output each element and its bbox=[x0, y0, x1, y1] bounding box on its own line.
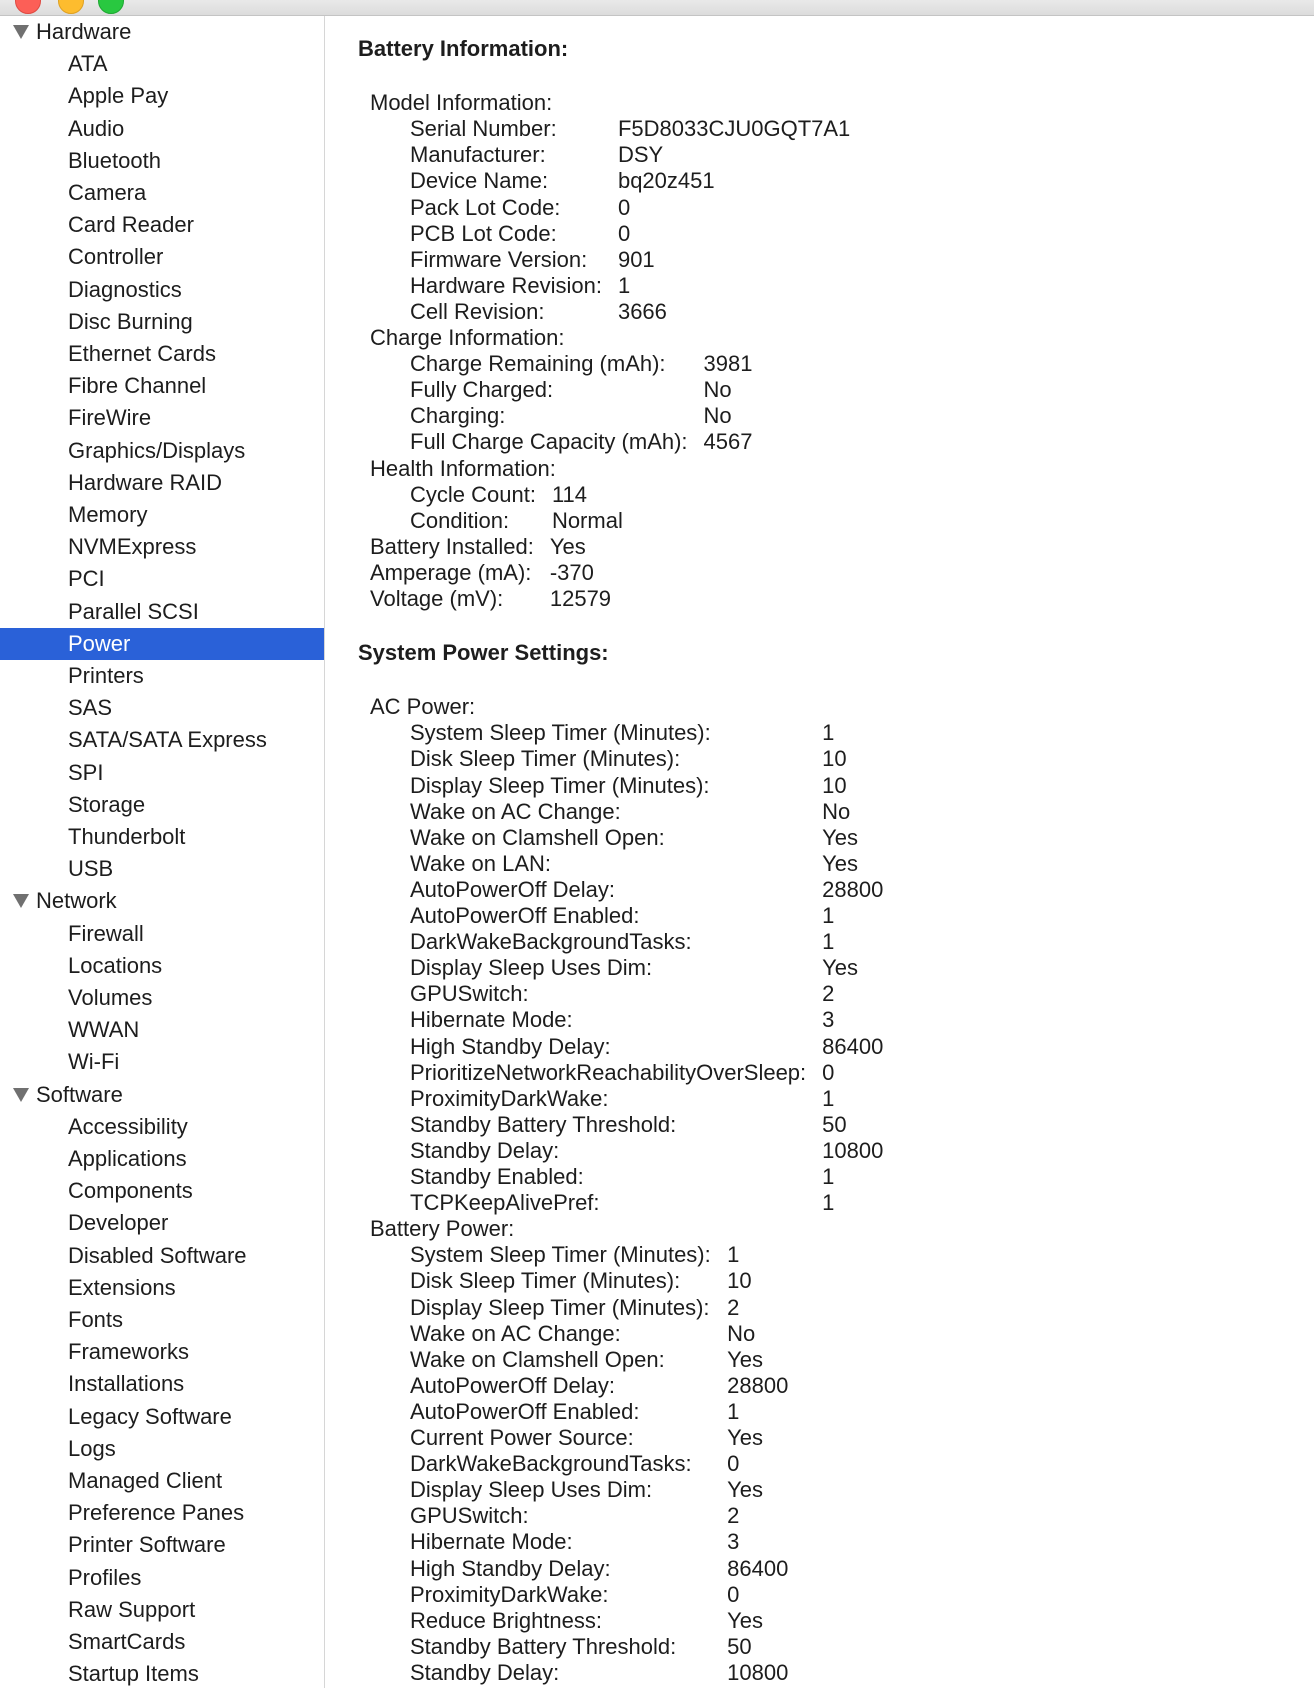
property-value: No bbox=[822, 798, 851, 824]
property-label: Reduce Brightness: bbox=[410, 1607, 602, 1633]
property-label: Standby Battery Threshold: bbox=[410, 1633, 677, 1659]
sidebar-category-hardware[interactable] bbox=[0, 16, 324, 48]
sidebar-item-label: Disabled Software bbox=[68, 1242, 247, 1268]
property-label: ProximityDarkWake: bbox=[410, 1581, 609, 1607]
property-value: Yes bbox=[727, 1477, 764, 1503]
sidebar-item-controller[interactable] bbox=[0, 241, 324, 273]
sidebar-item-label: Parallel SCSI bbox=[68, 598, 199, 624]
sidebar-item-label: Ethernet Cards bbox=[68, 341, 216, 366]
property-value: Yes bbox=[727, 1607, 764, 1633]
sidebar-item-label: Developer bbox=[68, 1210, 169, 1236]
property-value: F5D8033CJU0GQT7A1 bbox=[617, 116, 851, 142]
property-label: Wake on AC Change: bbox=[410, 798, 621, 824]
property-label: Voltage (mV): bbox=[370, 586, 504, 611]
group-label: AC Power: bbox=[370, 694, 476, 720]
sidebar-item-label: Preference Panes bbox=[68, 1500, 245, 1526]
property-value: 28800 bbox=[822, 876, 884, 902]
sidebar-item-smartcards[interactable] bbox=[0, 1626, 324, 1658]
sidebar-item-label: Diagnostics bbox=[68, 276, 182, 302]
sidebar-item-sas[interactable] bbox=[0, 692, 324, 724]
sidebar-item-label: Accessibility bbox=[68, 1113, 188, 1139]
sidebar-item-memory[interactable] bbox=[0, 499, 324, 531]
sidebar-item-label: Fonts bbox=[68, 1307, 124, 1332]
property-value: 50 bbox=[727, 1633, 752, 1659]
sidebar-item-thunderbolt[interactable] bbox=[0, 821, 324, 853]
sidebar-item-components[interactable] bbox=[0, 1175, 324, 1207]
property-label: Cell Revision: bbox=[410, 298, 545, 324]
sidebar-item-spi[interactable] bbox=[0, 757, 324, 789]
property-label: Display Sleep Timer (Minutes): bbox=[410, 1294, 710, 1320]
sidebar-item-usb[interactable] bbox=[0, 853, 324, 885]
property-value: Yes bbox=[822, 824, 859, 850]
sidebar-item-label: Audio bbox=[68, 115, 125, 141]
property-label: Disk Sleep Timer (Minutes): bbox=[410, 1268, 681, 1294]
sidebar-item-label: WWAN bbox=[68, 1017, 140, 1043]
sidebar-item-bluetooth[interactable] bbox=[0, 145, 324, 177]
property-value: 86400 bbox=[727, 1555, 789, 1581]
property-label: Condition: bbox=[410, 507, 510, 533]
property-label: TCPKeepAlivePref: bbox=[410, 1190, 600, 1216]
property-label: ProximityDarkWake: bbox=[410, 1085, 609, 1111]
minimize-window-button[interactable] bbox=[58, 0, 84, 14]
property-value: 2 bbox=[727, 1503, 740, 1529]
sidebar-item-startup-items[interactable] bbox=[0, 1658, 324, 1688]
sidebar-item-label: PCI bbox=[68, 566, 105, 592]
property-label: Hibernate Mode: bbox=[410, 1529, 573, 1555]
close-window-button[interactable] bbox=[15, 0, 41, 14]
sidebar-item-firewall[interactable] bbox=[0, 918, 324, 950]
sidebar-item-camera[interactable] bbox=[0, 177, 324, 209]
sidebar-category-software[interactable] bbox=[0, 1079, 324, 1111]
sidebar-item-applications[interactable] bbox=[0, 1143, 324, 1175]
sidebar-item-parallel-scsi[interactable] bbox=[0, 596, 324, 628]
property-value: 50 bbox=[822, 1111, 847, 1137]
sidebar-item-label: FireWire bbox=[68, 405, 152, 431]
group-label: Health Information: bbox=[370, 455, 556, 481]
sidebar-item-label: Applications bbox=[68, 1146, 187, 1171]
sidebar-item-developer[interactable] bbox=[0, 1207, 324, 1239]
sidebar-item-label: USB bbox=[68, 856, 114, 882]
property-label: Pack Lot Code: bbox=[410, 194, 561, 220]
property-value: 1 bbox=[727, 1242, 740, 1268]
property-value: Yes bbox=[727, 1346, 764, 1372]
group-label: Model Information: bbox=[370, 90, 553, 116]
property-value: 2 bbox=[822, 981, 835, 1007]
property-value: 2 bbox=[727, 1294, 740, 1320]
sidebar-item-label: Volumes bbox=[68, 985, 153, 1010]
sidebar-item-label: Card Reader bbox=[68, 212, 194, 238]
sidebar-item-wi-fi[interactable] bbox=[0, 1046, 324, 1078]
sidebar-item-label: Legacy Software bbox=[68, 1403, 232, 1429]
property-value: 10800 bbox=[822, 1137, 884, 1163]
property-value: DSY bbox=[617, 142, 664, 168]
sidebar-item-label: SPI bbox=[68, 759, 104, 785]
property-label: PCB Lot Code: bbox=[410, 220, 557, 246]
sidebar-item-preference-panes[interactable] bbox=[0, 1497, 324, 1529]
sidebar-item-label: Locations bbox=[68, 952, 163, 978]
sidebar-item-power[interactable] bbox=[0, 628, 324, 660]
property-label: Wake on Clamshell Open: bbox=[410, 824, 665, 850]
property-label: PrioritizeNetworkReachabilityOverSleep: bbox=[410, 1059, 807, 1085]
property-value: Normal bbox=[551, 507, 623, 533]
property-label: Hibernate Mode: bbox=[410, 1007, 573, 1033]
sidebar-item-label: Printers bbox=[68, 663, 144, 688]
property-label: GPUSwitch: bbox=[410, 1503, 529, 1529]
sidebar-item-label: Thunderbolt bbox=[68, 824, 186, 849]
sidebar-item-profiles[interactable] bbox=[0, 1562, 324, 1594]
property-value: No bbox=[703, 403, 732, 429]
sidebar-item-label: SAS bbox=[68, 695, 113, 721]
detail-pane bbox=[325, 16, 1314, 1688]
property-value: 1 bbox=[822, 1190, 835, 1216]
sidebar-item-apple-pay[interactable] bbox=[0, 80, 324, 112]
property-value: 1 bbox=[822, 720, 835, 746]
property-value: No bbox=[703, 377, 732, 403]
property-value: 114 bbox=[551, 481, 588, 507]
property-label: Disk Sleep Timer (Minutes): bbox=[410, 746, 681, 772]
property-value: 3 bbox=[822, 1007, 835, 1033]
property-value: 901 bbox=[617, 246, 655, 272]
sidebar-item-label: Installations bbox=[68, 1371, 185, 1397]
property-value: 1 bbox=[617, 272, 631, 298]
sidebar-item-label: Raw Support bbox=[68, 1596, 196, 1622]
property-label: AutoPowerOff Delay: bbox=[410, 876, 616, 902]
property-value: 0 bbox=[822, 1059, 835, 1085]
property-label: Cycle Count: bbox=[410, 481, 536, 507]
property-label: Display Sleep Uses Dim: bbox=[410, 1477, 653, 1503]
disclosure-triangle-icon[interactable] bbox=[13, 894, 29, 908]
sidebar-item-label: Power bbox=[68, 630, 131, 656]
property-value: 0 bbox=[617, 194, 631, 220]
property-label: Firmware Version: bbox=[410, 246, 588, 272]
sidebar-item-fonts[interactable] bbox=[0, 1304, 324, 1336]
sidebar-item-printer-software[interactable] bbox=[0, 1529, 324, 1561]
section-title: System Power Settings: bbox=[358, 640, 609, 666]
property-label: Hardware Revision: bbox=[410, 272, 602, 298]
sidebar-item-label: Components bbox=[68, 1178, 193, 1204]
sidebar-item-ethernet-cards[interactable] bbox=[0, 338, 324, 370]
property-value: 10 bbox=[727, 1268, 752, 1294]
sidebar-item-disc-burning[interactable] bbox=[0, 306, 324, 338]
sidebar-item-raw-support[interactable] bbox=[0, 1594, 324, 1626]
property-label: Standby Delay: bbox=[410, 1137, 560, 1163]
property-value: 0 bbox=[727, 1451, 740, 1477]
sidebar-item-logs[interactable] bbox=[0, 1433, 324, 1465]
sidebar-item-label: Profiles bbox=[68, 1564, 142, 1590]
property-label: Manufacturer: bbox=[410, 142, 546, 168]
sidebar-item-frameworks[interactable] bbox=[0, 1336, 324, 1368]
property-label: Standby Enabled: bbox=[410, 1164, 584, 1189]
property-label: DarkWakeBackgroundTasks: bbox=[410, 1451, 692, 1477]
sidebar-category-label: Hardware bbox=[36, 19, 132, 44]
property-value: 1 bbox=[822, 1164, 835, 1189]
property-label: Standby Delay: bbox=[410, 1659, 560, 1685]
property-label: System Sleep Timer (Minutes): bbox=[410, 1242, 711, 1268]
group-label: Battery Power: bbox=[370, 1216, 515, 1242]
sidebar-item-ata[interactable] bbox=[0, 48, 324, 80]
property-label: Battery Installed: bbox=[370, 533, 534, 559]
disclosure-triangle-icon[interactable] bbox=[13, 25, 29, 39]
property-value: 1 bbox=[822, 929, 835, 955]
sidebar-item-label: Wi-Fi bbox=[68, 1049, 120, 1075]
property-value: 0 bbox=[617, 220, 631, 246]
sidebar-item-legacy-software[interactable] bbox=[0, 1401, 324, 1433]
sidebar-category-label: Software bbox=[36, 1081, 123, 1107]
property-value: bq20z451 bbox=[617, 168, 715, 194]
sidebar-item-label: Printer Software bbox=[68, 1532, 226, 1558]
property-label: Amperage (mA): bbox=[370, 559, 532, 585]
sidebar-item-wwan[interactable] bbox=[0, 1014, 324, 1046]
property-label: Wake on Clamshell Open: bbox=[410, 1346, 665, 1372]
sidebar-item-fibre-channel[interactable] bbox=[0, 370, 324, 402]
property-value: Yes bbox=[727, 1425, 764, 1450]
property-value: 3981 bbox=[703, 351, 753, 377]
sidebar-item-label: Apple Pay bbox=[68, 83, 169, 109]
sidebar-item-label: Hardware RAID bbox=[68, 469, 223, 495]
property-label: Device Name: bbox=[410, 168, 549, 194]
property-label: DarkWakeBackgroundTasks: bbox=[410, 929, 692, 955]
sidebar-item-diagnostics[interactable] bbox=[0, 274, 324, 306]
property-value: 10 bbox=[822, 772, 847, 798]
property-value: -370 bbox=[549, 559, 594, 585]
property-label: Wake on AC Change: bbox=[410, 1320, 621, 1346]
sidebar-item-label: ATA bbox=[68, 51, 108, 77]
sidebar[interactable] bbox=[0, 16, 325, 1688]
property-value: 3666 bbox=[617, 298, 667, 324]
zoom-window-button[interactable] bbox=[98, 0, 124, 14]
sidebar-item-label: Disc Burning bbox=[68, 308, 193, 334]
property-label: AutoPowerOff Enabled: bbox=[410, 1398, 640, 1424]
sidebar-item-volumes[interactable] bbox=[0, 982, 324, 1014]
sidebar-item-locations[interactable] bbox=[0, 950, 324, 982]
property-value: 4567 bbox=[703, 429, 753, 455]
sidebar-category-label: Network bbox=[36, 888, 117, 914]
property-label: Wake on LAN: bbox=[410, 850, 552, 876]
sidebar-item-label: Controller bbox=[68, 244, 164, 270]
sidebar-item-label: Managed Client bbox=[68, 1468, 223, 1493]
property-label: Standby Battery Threshold: bbox=[410, 1111, 677, 1137]
property-value: 10 bbox=[822, 746, 847, 772]
property-label: Current Power Source: bbox=[410, 1425, 634, 1450]
sidebar-item-firewire[interactable] bbox=[0, 402, 324, 434]
group-label: Charge Information: bbox=[370, 325, 565, 350]
sidebar-item-disabled-software[interactable] bbox=[0, 1240, 324, 1272]
sidebar-item-hardware-raid[interactable] bbox=[0, 467, 324, 499]
sidebar-item-graphics-displays[interactable] bbox=[0, 435, 324, 467]
sidebar-item-label: Camera bbox=[68, 180, 147, 205]
property-value: Yes bbox=[549, 533, 586, 559]
disclosure-triangle-icon[interactable] bbox=[13, 1088, 29, 1102]
property-value: 0 bbox=[727, 1581, 740, 1607]
sidebar-item-label: NVMExpress bbox=[68, 534, 197, 560]
window-titlebar bbox=[0, 0, 1314, 16]
sidebar-item-card-reader[interactable] bbox=[0, 209, 324, 241]
property-label: Full Charge Capacity (mAh): bbox=[410, 429, 688, 455]
sidebar-category-network[interactable] bbox=[0, 885, 324, 917]
sidebar-item-managed-client[interactable] bbox=[0, 1465, 324, 1497]
property-value: 1 bbox=[822, 903, 835, 928]
sidebar-item-label: Fibre Channel bbox=[68, 373, 207, 399]
property-label: High Standby Delay: bbox=[410, 1555, 611, 1581]
property-label: High Standby Delay: bbox=[410, 1033, 611, 1059]
sidebar-item-sata-sata-express[interactable] bbox=[0, 724, 324, 756]
sidebar-item-label: Startup Items bbox=[68, 1661, 199, 1687]
sidebar-item-label: Storage bbox=[68, 791, 146, 817]
sidebar-item-label: Extensions bbox=[68, 1274, 176, 1300]
property-label: Charging: bbox=[410, 403, 506, 429]
sidebar-item-pci[interactable] bbox=[0, 563, 324, 595]
property-value: 1 bbox=[727, 1398, 740, 1424]
sidebar-item-label: SATA/SATA Express bbox=[68, 727, 267, 753]
sidebar-item-accessibility[interactable] bbox=[0, 1111, 324, 1143]
property-value: No bbox=[727, 1320, 756, 1346]
property-label: Charge Remaining (mAh): bbox=[410, 351, 666, 377]
property-value: 3 bbox=[727, 1529, 740, 1555]
property-label: Fully Charged: bbox=[410, 377, 554, 403]
property-label: System Sleep Timer (Minutes): bbox=[410, 720, 711, 746]
property-label: AutoPowerOff Enabled: bbox=[410, 903, 640, 928]
sidebar-item-label: Firewall bbox=[68, 920, 144, 946]
sidebar-item-label: Bluetooth bbox=[68, 147, 161, 173]
property-label: AutoPowerOff Delay: bbox=[410, 1372, 616, 1398]
property-value: Yes bbox=[822, 955, 859, 981]
property-label: Display Sleep Uses Dim: bbox=[410, 955, 653, 981]
sidebar-item-label: Frameworks bbox=[68, 1339, 190, 1365]
sidebar-item-nvmexpress[interactable] bbox=[0, 531, 324, 563]
property-label: Display Sleep Timer (Minutes): bbox=[410, 772, 710, 798]
sidebar-item-installations[interactable] bbox=[0, 1368, 324, 1400]
property-value: Yes bbox=[822, 850, 859, 876]
property-value: 1 bbox=[822, 1085, 835, 1111]
sidebar-item-extensions[interactable] bbox=[0, 1272, 324, 1304]
sidebar-item-label: SmartCards bbox=[68, 1629, 186, 1654]
sidebar-item-label: Memory bbox=[68, 502, 148, 527]
sidebar-item-printers[interactable] bbox=[0, 660, 324, 692]
property-label: Serial Number: bbox=[410, 116, 557, 142]
property-value: 86400 bbox=[822, 1033, 884, 1059]
property-label: GPUSwitch: bbox=[410, 981, 529, 1007]
property-value: 28800 bbox=[727, 1372, 789, 1398]
property-value: 12579 bbox=[549, 586, 612, 611]
sidebar-item-label: Logs bbox=[68, 1435, 116, 1461]
sidebar-item-label: Graphics/Displays bbox=[68, 437, 246, 463]
sidebar-item-audio[interactable] bbox=[0, 113, 324, 145]
section-title: Battery Information: bbox=[358, 36, 569, 61]
property-value: 10800 bbox=[727, 1659, 789, 1685]
sidebar-item-storage[interactable] bbox=[0, 789, 324, 821]
